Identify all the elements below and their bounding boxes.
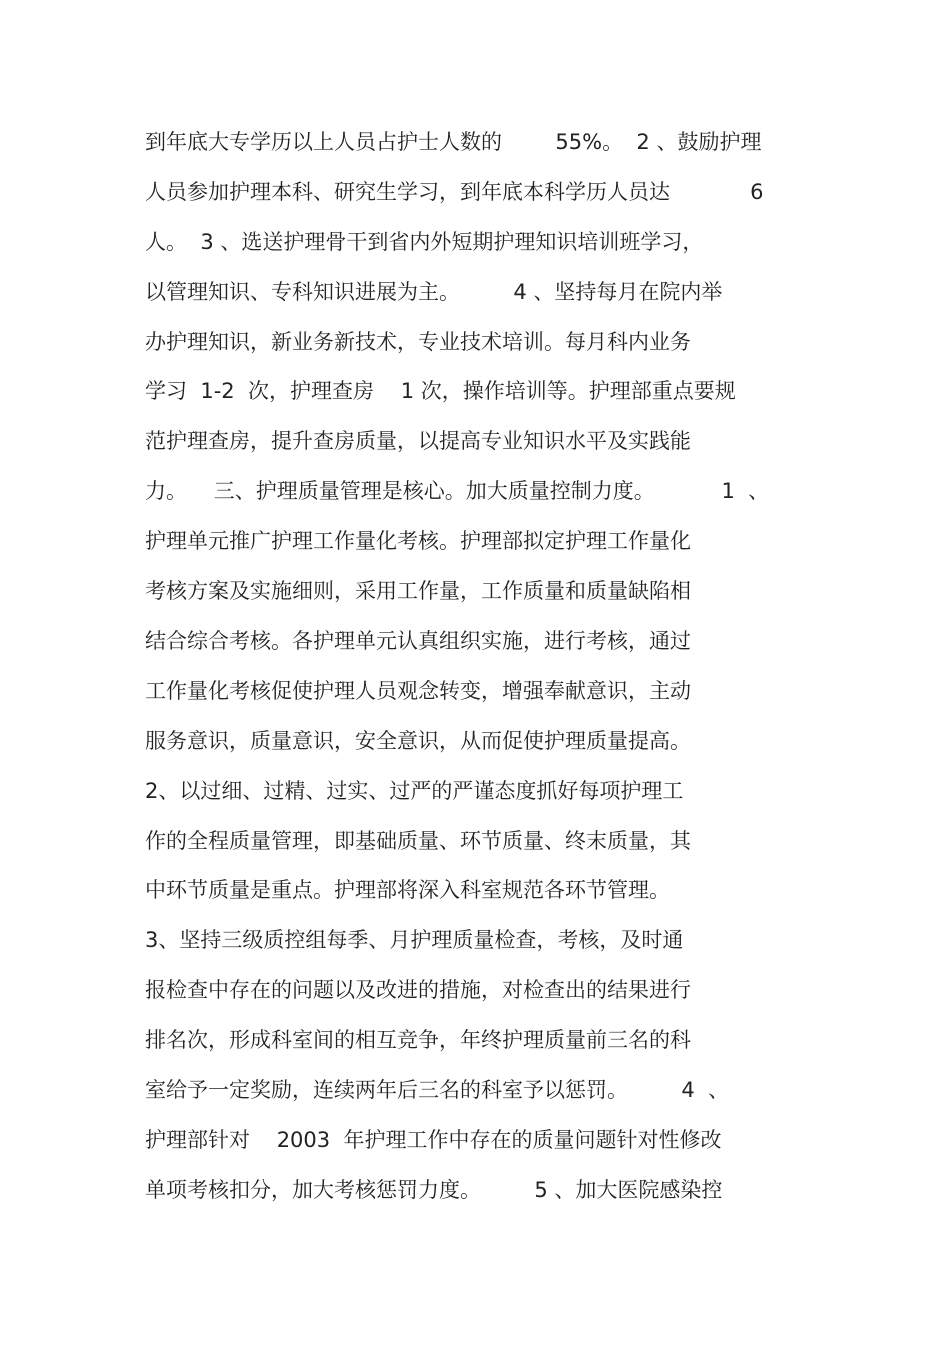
text-line: 学习 1-2 次，护理查房 1 次，操作培训等。护理部重点要规 <box>145 379 736 403</box>
text-line: 力。 三、护理质量管理是核心。加大质量控制力度。 1 、 <box>145 479 770 503</box>
text-line: 中环节质量是重点。护理部将深入科室规范各环节管理。 <box>145 878 670 902</box>
text-line: 工作量化考核促使护理人员观念转变，增强奉献意识，主动 <box>145 679 691 703</box>
text-line: 排名次，形成科室间的相互竞争，年终护理质量前三名的科 <box>145 1028 691 1052</box>
text-line: 3、坚持三级质控组每季、月护理质量检查，考核，及时通 <box>145 928 684 952</box>
text-line: 考核方案及实施细则，采用工作量，工作质量和质量缺陷相 <box>145 579 691 603</box>
text-line: 办护理知识，新业务新技术，专业技术培训。每月科内业务 <box>145 330 691 354</box>
text-line: 人员参加护理本科、研究生学习，到年底本科学历人员达 6 <box>145 180 764 204</box>
text-line: 护理部针对 2003 年护理工作中存在的质量问题针对性修改 <box>145 1128 722 1152</box>
text-line: 2、以过细、过精、过实、过严的严谨态度抓好每项护理工 <box>145 779 684 803</box>
text-line: 服务意识，质量意识，安全意识，从而促使护理质量提高。 <box>145 729 691 753</box>
text-line: 单项考核扣分，加大考核惩罚力度。 5 、加大医院感染控 <box>145 1178 723 1202</box>
text-line: 到年底大专学历以上人员占护士人数的 55%。 2 、鼓励护理 <box>145 130 762 154</box>
text-line: 室给予一定奖励，连续两年后三名的科室予以惩罚。 4 、 <box>145 1078 730 1102</box>
text-line: 护理单元推广护理工作量化考核。护理部拟定护理工作量化 <box>145 529 691 553</box>
text-line: 报检查中存在的问题以及改进的措施，对检查出的结果进行 <box>145 978 691 1002</box>
text-line: 范护理查房，提升查房质量，以提高专业知识水平及实践能 <box>145 429 691 453</box>
text-line: 结合综合考核。各护理单元认真组织实施，进行考核，通过 <box>145 629 691 653</box>
text-line: 人。 3 、选送护理骨干到省内外短期护理知识培训班学习， <box>145 230 704 254</box>
text-line: 以管理知识、专科知识进展为主。 4 、坚持每月在院内举 <box>145 280 723 304</box>
text-line: 作的全程质量管理，即基础质量、环节质量、终末质量，其 <box>145 829 691 853</box>
